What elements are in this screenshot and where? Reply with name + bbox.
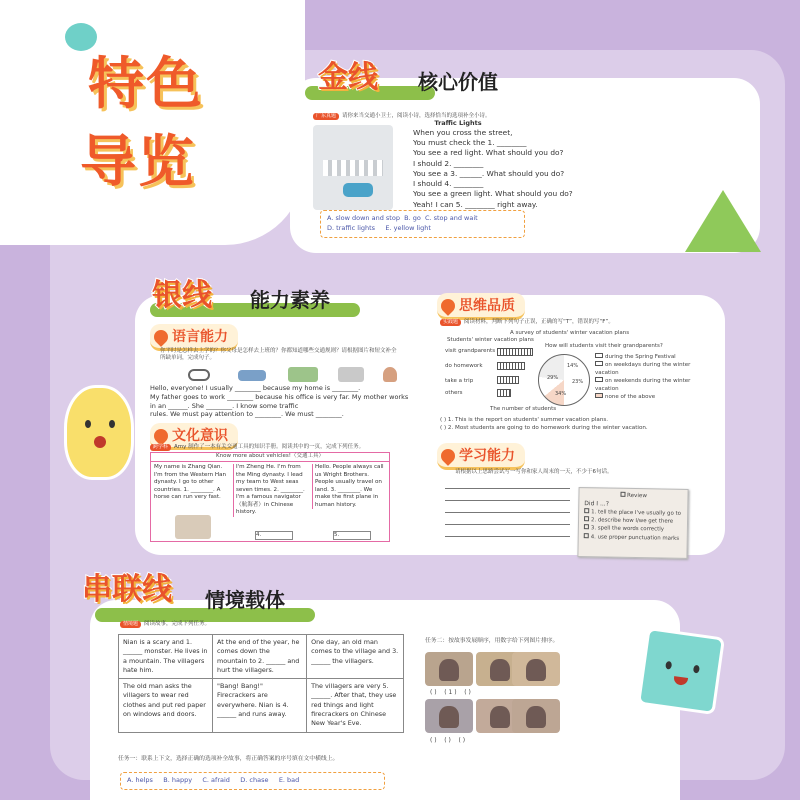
language-line: Hello, everyone! I usually ________ because my home is ________.: [150, 384, 361, 392]
review-title: Review: [584, 491, 682, 501]
writing-line: [445, 500, 570, 501]
chain-title: 串联线: [82, 572, 172, 607]
bar-xlabel: The number of students: [490, 406, 557, 412]
answer-box: 4.: [255, 531, 293, 540]
culture-tag: 跨学科: [150, 444, 171, 451]
option: A. slow down and stop: [327, 214, 400, 222]
culture-label-text: 文化意识: [172, 428, 228, 444]
option: B. happy: [163, 776, 193, 784]
culture-cell: My name is Zhang Qian. I'm from the Western Han dynasty. I go to other countries. 1. ________. A horse can run very fast.: [154, 464, 227, 501]
gold-options: [320, 210, 525, 238]
review-item: 1. tell the place I've usually go to: [584, 508, 682, 518]
order-slot[interactable]: ( 1 ): [444, 689, 457, 696]
thinking-statements: [440, 417, 720, 432]
poem-line: You see a red light. What should you do?: [413, 148, 564, 158]
pie-label: 29%: [547, 375, 559, 381]
legend-item: on weekdays during the winter vacation: [595, 362, 691, 376]
statement: ( ) 1. This is the report on students' summer vacation plans.: [440, 417, 609, 423]
order-row: [430, 737, 570, 745]
option: C. afraid: [202, 776, 230, 784]
subway-icon: [288, 367, 318, 382]
language-line: rules. We must pay attention to ________. We must ________.: [150, 410, 344, 419]
bar: [497, 376, 519, 384]
eye: [85, 420, 91, 428]
pin-icon: [438, 446, 458, 466]
page-title-line2: 导览: [80, 130, 196, 195]
bar: [497, 348, 533, 356]
poem-title: Traffic Lights: [434, 119, 482, 127]
thinking-label-text: 思维品质: [459, 298, 515, 314]
legend-item: on weekends during the winter vacation: [595, 378, 691, 392]
story-table: [118, 634, 404, 733]
silver-subtitle: 能力素养: [250, 288, 330, 312]
car-icon: [238, 370, 266, 381]
statement: ( ) 2. Most students are going to do homework during the winter vacation.: [440, 424, 648, 431]
review-item: 4. use proper punctuation marks: [584, 533, 682, 543]
check-icon: [620, 492, 625, 497]
review-item: 2. describe how I/we get there: [584, 516, 682, 526]
answer-box: 5.: [333, 531, 371, 540]
story-cell: The old man asks the villagers to wear red clothes and put red paper on windows and doors.: [119, 679, 213, 732]
poem-line: You must check the 1. ________: [413, 138, 527, 148]
culture-box: [150, 452, 390, 542]
page-title-line1: 特色: [88, 52, 204, 117]
option: A. helps: [127, 776, 153, 784]
gold-tag: 广东真题: [313, 113, 339, 120]
story-cell: One day, an old man comes to the village and 3. ______ the villagers.: [307, 635, 404, 679]
story-image: [425, 699, 473, 733]
story-cell: "Bang! Bang!" Firecrackers are everywhere. Nian is 4. ______ and runs away.: [213, 679, 307, 732]
language-label: [150, 324, 238, 351]
thinking-instruction-text: 阅读材料，判断下列句子正误，正确的写“T”，错误的写“F”。: [464, 319, 614, 325]
pie-legend: [595, 353, 705, 402]
pin-icon: [438, 296, 458, 316]
culture-cell: I'm Zheng He. I'm from the Ming dynasty. I lead my team to West seas seven times. 2. ________. I'm a famous navigator（航海者）in Chinese history.: [233, 464, 309, 517]
bike-icon: [188, 369, 210, 381]
learning-label-text: 学习能力: [459, 448, 515, 464]
story-cell: At the end of the year, he comes down the mountain to 2. ______ and hurt the villagers.: [213, 635, 307, 679]
yellow-mascot-icon: [64, 385, 134, 480]
order-slot[interactable]: ( ): [444, 737, 451, 744]
chain-instruction-text: 阅读故事，完成下列任务。: [144, 621, 211, 627]
poem-line: I should 4. ________: [413, 179, 484, 189]
order-slot[interactable]: ( ): [430, 737, 437, 744]
mouth: [94, 436, 106, 448]
bar: [497, 362, 525, 370]
bar-cat: take a trip: [445, 378, 474, 384]
bar-cat: do homework: [445, 363, 483, 369]
bar-cat: visit grandparents: [445, 348, 496, 354]
legend-item: during the Spring Festival: [595, 353, 705, 361]
gold-instruction-text: 请你来当交通小卫士，阅读小诗，选择恰当的选项补全小诗。: [342, 113, 491, 119]
story-image: [512, 699, 560, 733]
chain-options: [120, 772, 385, 790]
task1: 任务一：联系上下文，选择正确的选项补全故事，将正确答案的序号填在文中横线上。: [118, 756, 339, 762]
culture-instruction-text: Amy 制作了一本有关交通工具的知识手册。阅读其中的一页，完成下列任务。: [174, 444, 365, 450]
eye: [665, 661, 672, 670]
option: E. yellow light: [385, 223, 431, 232]
review-sub: Did I ...?: [584, 499, 609, 508]
culture-box-title: Know more about vehicles!（交通工具）: [151, 453, 389, 462]
writing-line: [445, 524, 570, 525]
poem-line: I should 2. ________: [413, 158, 484, 168]
story-cell: Nian is a scary and 1. ______ monster. He lives in a mountain. The villagers hate him.: [119, 635, 213, 679]
legend-item: none of the above: [595, 393, 705, 401]
crosswalk: [323, 160, 383, 176]
pie-label: 23%: [572, 379, 584, 385]
bar: [497, 389, 511, 397]
option: B. go: [404, 214, 421, 222]
culture-cell: Hello. People always call us Wright Brothers. People usually travel on land. 3. ________. We make the first plane in human history.: [312, 464, 388, 509]
writing-line: [445, 512, 570, 513]
option: E. bad: [278, 776, 300, 784]
chain-instruction: [120, 621, 420, 628]
order-row: [430, 689, 570, 697]
mini-bar-chart: [445, 345, 535, 405]
pie-title: How will students visit their grandparents?: [545, 343, 663, 349]
culture-instruction: [150, 444, 410, 451]
review-note: [577, 487, 688, 559]
option: C. stop and wait: [424, 214, 478, 222]
chain-subtitle: 情境载体: [205, 588, 285, 612]
language-text: [150, 384, 412, 419]
task2: 任务二：按故事发展顺序，用数字给下列图片排序。: [425, 638, 559, 644]
thinking-label: [437, 293, 525, 320]
poem-line: When you cross the street,: [413, 127, 513, 137]
poem-line: You see a 3. ______. What should you do?: [413, 168, 565, 178]
boat-image: [175, 515, 211, 539]
pie-chart: [538, 354, 590, 406]
language-line: My father goes to work ________ because his office is very far. My mother works in an ______. She ________. I know some traffic: [150, 392, 409, 410]
person-icon: [383, 367, 397, 382]
pie-label: 34%: [555, 391, 567, 397]
poem: [413, 119, 583, 210]
thinking-tag: 实践题: [440, 319, 461, 326]
mouth: [673, 676, 688, 686]
order-slot[interactable]: ( ): [430, 689, 437, 696]
bus-icon: [338, 367, 364, 382]
eye: [693, 665, 700, 674]
review-item: 3. spell the words correctly: [584, 524, 682, 534]
pin-icon: [151, 327, 171, 347]
triangle-mascot-icon: [685, 190, 761, 252]
poem-line: You see a green light. What should you do?: [413, 189, 573, 199]
order-slot[interactable]: ( ): [458, 737, 466, 744]
pin-icon: [151, 426, 171, 446]
chart-title: A survey of students' winter vacation plans: [510, 330, 630, 336]
writing-line: [445, 536, 570, 537]
eye: [109, 420, 115, 428]
car-icon: [343, 183, 373, 197]
silver-title: 银线: [152, 278, 212, 313]
bar-title: Students' winter vacation plans: [447, 337, 534, 343]
order-slot[interactable]: ( ): [464, 689, 471, 696]
traffic-illustration: [313, 125, 393, 210]
gold-subtitle: 核心价值: [418, 70, 498, 94]
story-cell: The villagers are very 5. ______. After that, they use red things and light firecrackers on Chinese New Year's Eve.: [307, 679, 404, 732]
thinking-instruction: [440, 319, 720, 326]
square-mascot-icon: [637, 627, 725, 715]
pie-label: 14%: [567, 363, 579, 369]
learning-label: [437, 443, 525, 470]
story-image: [512, 652, 560, 686]
learning-instruction: 请根据以上思路尝试写一写你和家人周末的一天，不少于6句话。: [455, 469, 613, 475]
bar-cat: others: [445, 390, 463, 396]
language-label-text: 语言能力: [172, 329, 228, 345]
writing-line: [445, 488, 570, 489]
gold-title: 金线: [318, 60, 378, 95]
option: D. traffic lights: [327, 223, 376, 232]
poem-line: Yeah! I can 5. ________ right away.: [413, 199, 538, 209]
chain-tag: 情境题: [120, 621, 141, 628]
story-image: [425, 652, 473, 686]
vehicle-icons: [188, 367, 408, 383]
language-instruction: 你平时是怎样去上学的？你父母是怎样去上班的？你都知道哪些交通规则？请根据图片和短文补全所缺单词，完成句子。: [160, 348, 397, 362]
option: D. chase: [240, 776, 269, 784]
